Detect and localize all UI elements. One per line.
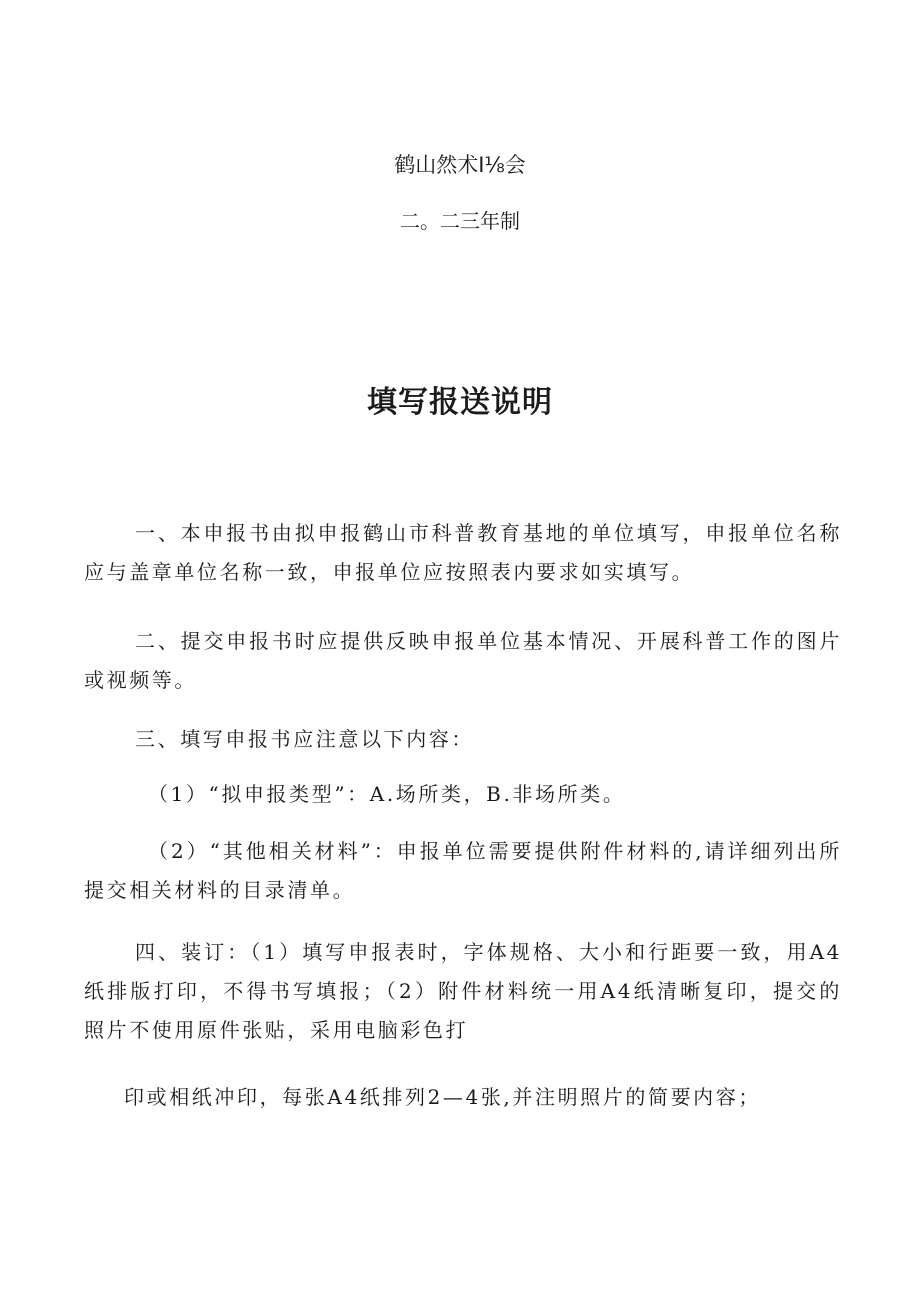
section-title: 填写报送说明 <box>367 385 553 420</box>
instruction-item-2: （2）“其他相关材料”：申报单位需要提供附件材料的,请详细列出所提交相关材料的目录清单。 <box>84 839 842 902</box>
instruction-item-1: （1）“拟申报类型”：A.场所类，B.非场所类。 <box>148 782 626 806</box>
instruction-paragraph-4: 四、装订：（1）填写申报表时，字体规格、大小和行距要一致，用A4纸排版打印，不得书写填报；（2）附件材料统一用A4纸清晰复印，提交的照片不使用原件张贴，采用电脑彩色打 <box>84 940 842 1042</box>
instruction-paragraph-3: 三、填写申报书应注意以下内容： <box>135 727 474 751</box>
document-date: 二。二三年制 <box>400 209 520 233</box>
instruction-paragraph-1: 一、本申报书由拟申报鹤山市科普教育基地的单位填写，申报单位名称应与盖章单位名称一致，申报单位应按照表内要求如实填写。 <box>84 521 842 584</box>
instruction-paragraph-2: 二、提交申报书时应提供反映申报单位基本情况、开展科普工作的图片或视频等。 <box>84 629 842 692</box>
instruction-paragraph-4-continued: 印或相纸冲印，每张A4纸排列2—4张,并注明照片的简要内容； <box>124 1085 761 1109</box>
organization-name: 鹤山然术I⅛会 <box>394 153 526 177</box>
